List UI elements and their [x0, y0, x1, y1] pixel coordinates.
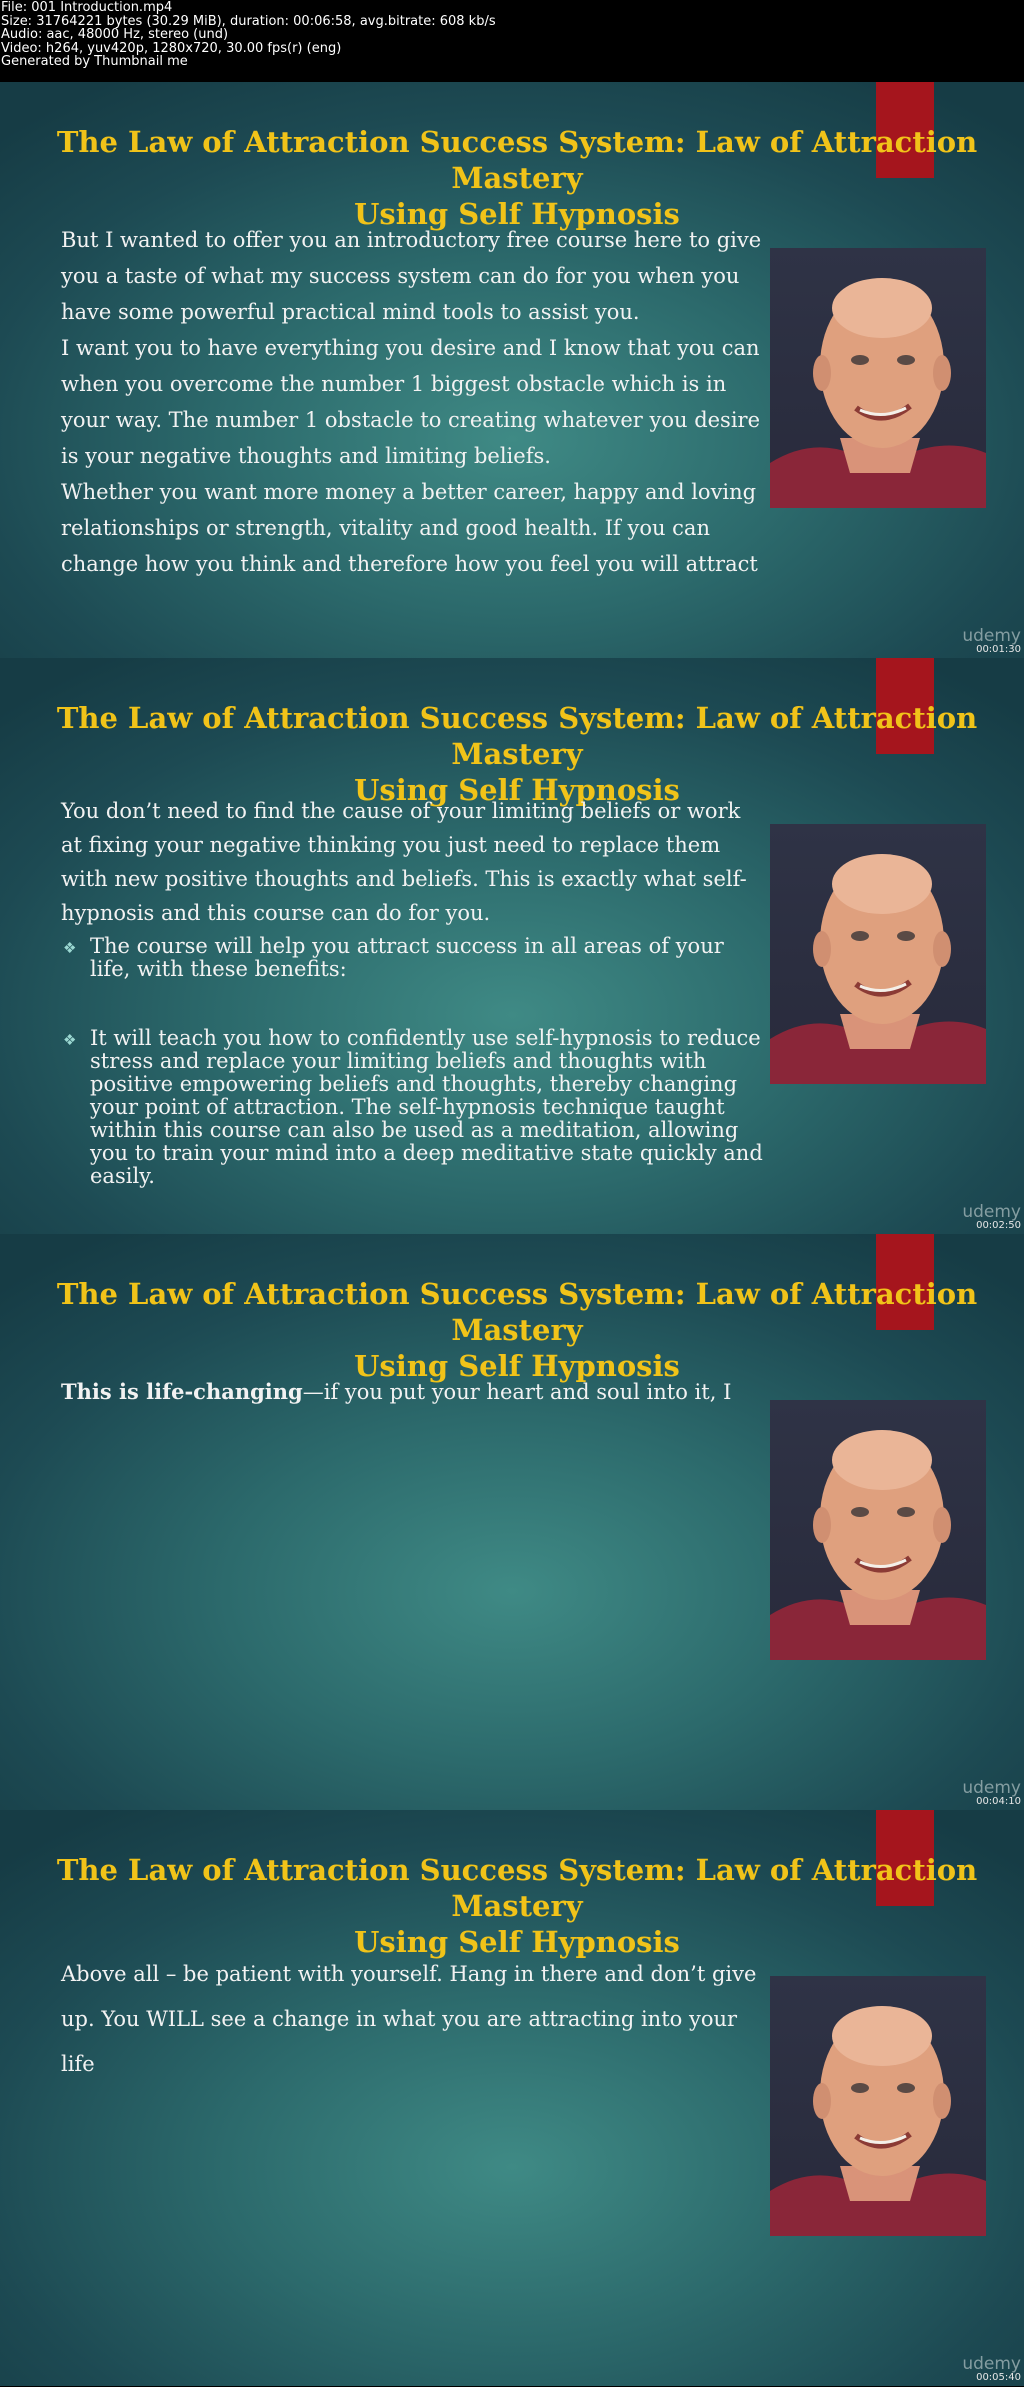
- presenter-photo: [770, 1976, 986, 2236]
- video-info: Video: h264, yuv420p, 1280x720, 30.00 fps(r) (eng): [1, 40, 342, 56]
- timestamp: 00:05:40: [976, 2372, 1021, 2383]
- paragraph: But I wanted to offer you an introductory free course here to give you a taste of what my success system can do for you when you have some powerful practical mind tools to assist you.: [61, 228, 762, 324]
- diamond-bullet-icon: ❖: [63, 939, 77, 957]
- list-item: ❖ The course will help you attract success in all areas of your life, with these benefits:: [63, 934, 724, 981]
- presenter-photo: [770, 1400, 986, 1660]
- bullet-list: [61, 935, 767, 1188]
- paragraph: You don’t need to find the cause of your limiting beliefs or work at fixing your negative thinking you just need to replace them with new positive thoughts and beliefs. This is exactly what self-hypnosis and this course can do for you.: [61, 799, 747, 925]
- udemy-watermark: udemy 00:02:50: [962, 1202, 1021, 1231]
- slide-title: The Law of Attraction Success System: Law of Attraction Mastery Using Self Hypnosis: [56, 1277, 978, 1383]
- slide-body: [61, 1374, 767, 1410]
- video-frame-3: [0, 1234, 1024, 1810]
- file-info-header: [0, 0, 1024, 82]
- timestamp: 00:01:30: [976, 644, 1021, 655]
- video-frame-4: [0, 1810, 1024, 2386]
- timestamp: 00:04:10: [976, 1796, 1021, 1807]
- udemy-watermark: udemy 00:05:40: [962, 2354, 1021, 2383]
- bold-lead-text: This is life-changing: [61, 1379, 303, 1404]
- list-item: ❖ It will teach you how to confidently use self-hypnosis to reduce stress and replace your limiting beliefs and thoughts with positive empowering beliefs and thoughts, thereby changing your point of attraction. The self-hypnosis technique taught within this course can also be used as a meditation, allowing you to train your mind into a deep meditative state quickly and easily.: [63, 1026, 763, 1188]
- video-frame-1: [0, 82, 1024, 658]
- video-frame-2: [0, 658, 1024, 1234]
- paragraph: Whether you want more money a better career, happy and loving relationships or strength, vitality and good health. If you can change how you think and therefore how you feel you will attract: [61, 480, 758, 576]
- udemy-watermark: udemy 00:04:10: [962, 1778, 1021, 1807]
- file-name: File: 001 Introduction.mp4: [1, 0, 173, 15]
- udemy-watermark: udemy 00:01:30: [962, 626, 1021, 655]
- presenter-photo: [770, 824, 986, 1084]
- slide-body: [61, 794, 767, 1188]
- slide-title: The Law of Attraction Success System: Law of Attraction Mastery Using Self Hypnosis: [56, 125, 978, 231]
- timestamp: 00:02:50: [976, 1220, 1021, 1231]
- presenter-photo: [770, 248, 986, 508]
- paragraph: I want you to have everything you desire and I know that you can when you overcome the number 1 biggest obstacle which is in your way. The number 1 obstacle to creating whatever you desire is your negative thoughts and limiting beliefs.: [61, 336, 761, 468]
- slide-body: [61, 222, 767, 582]
- slide-body: [61, 1952, 767, 2087]
- generator-info: Generated by Thumbnail me: [1, 54, 188, 70]
- paragraph: This is life-changing—if you put your heart and soul into it, I: [61, 1379, 732, 1404]
- audio-info: Audio: aac, 48000 Hz, stereo (und): [1, 27, 229, 43]
- slide-title: The Law of Attraction Success System: Law of Attraction Mastery Using Self Hypnosis: [56, 1853, 978, 1959]
- slide-title: The Law of Attraction Success System: Law of Attraction Mastery Using Self Hypnosis: [56, 701, 978, 807]
- paragraph: Above all – be patient with yourself. Hang in there and don’t give up. You WILL see a change in what you are attracting into your life: [61, 1962, 757, 2076]
- file-size-info: Size: 31764221 bytes (30.29 MiB), duration: 00:06:58, avg.bitrate: 608 kb/s: [1, 13, 496, 29]
- diamond-bullet-icon: ❖: [63, 1031, 77, 1049]
